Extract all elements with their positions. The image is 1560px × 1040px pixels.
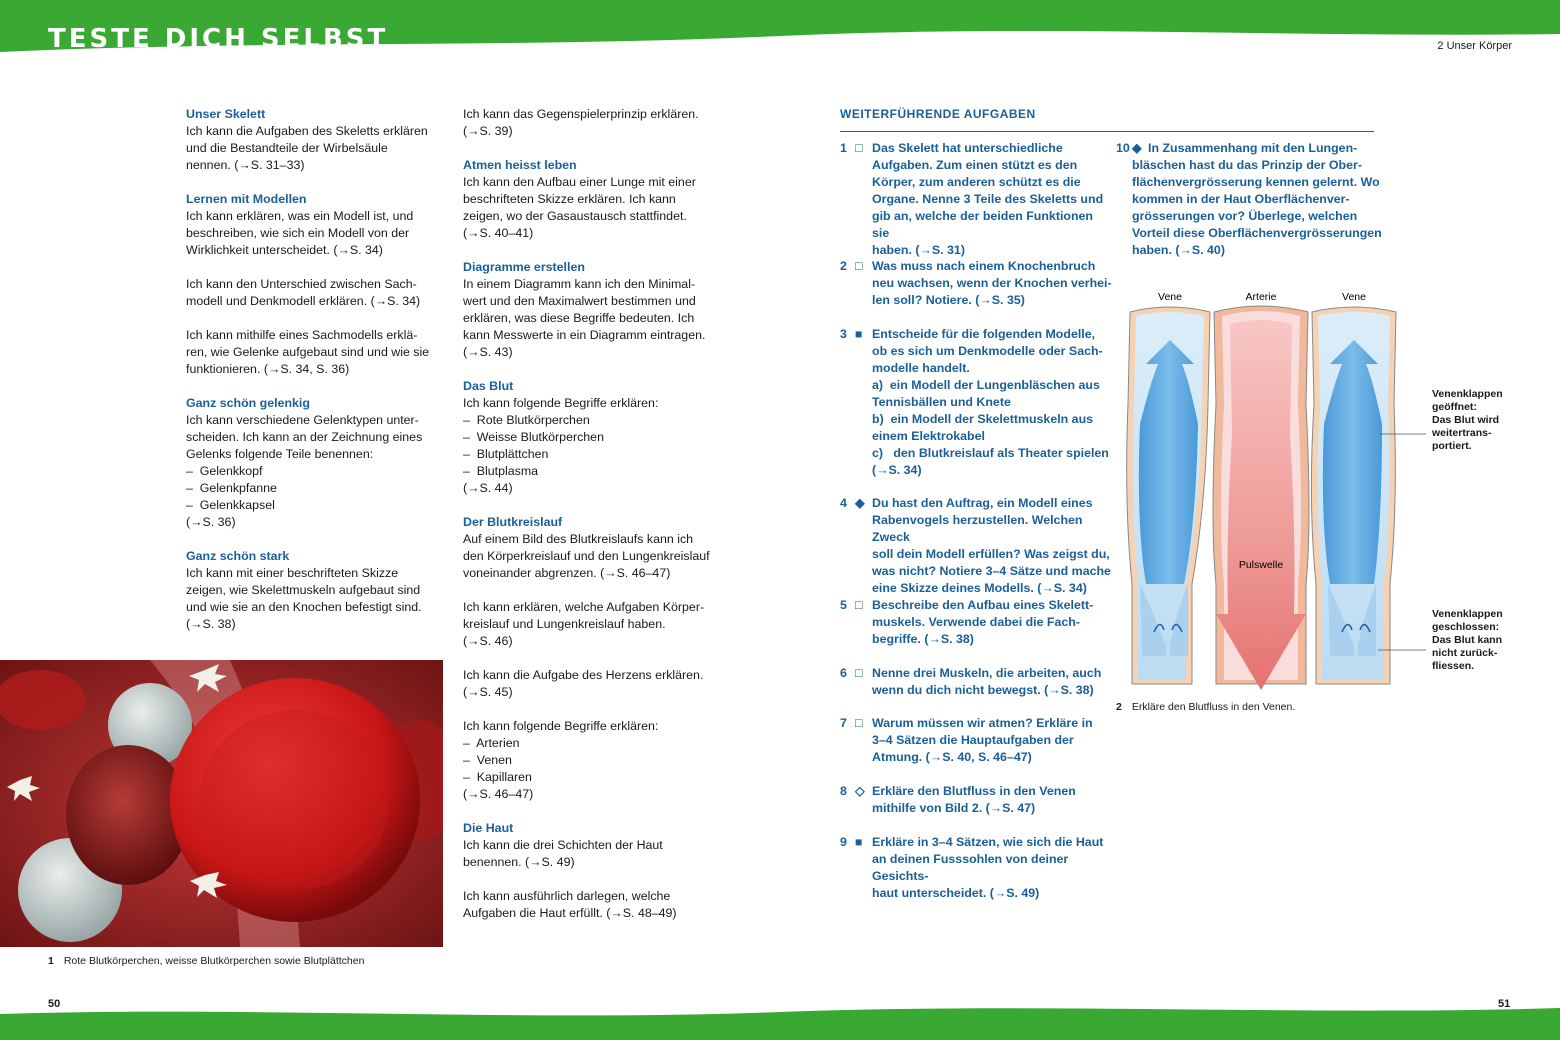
task-line: grösserungen vor? Überlege, welchen xyxy=(1132,209,1358,223)
task-line: Nenne drei Muskeln, die arbeiten, auch xyxy=(872,666,1102,680)
section-line: Ich kann den Aufbau einer Lunge mit einer xyxy=(463,175,696,189)
caption-text: Erkläre den Blutfluss in den Venen. xyxy=(1131,701,1296,713)
task-line: an deinen Fusssohlen von deiner Gesichts- xyxy=(872,852,1072,883)
section-line: Wirklichkeit unterscheidet. (→S. 34) xyxy=(186,243,383,257)
task-line: Was muss nach einem Knochenbruch xyxy=(872,259,1096,273)
task-line: Warum müssen wir atmen? Erkläre in xyxy=(872,716,1093,730)
task-difficulty-icon: □ xyxy=(855,716,863,730)
task-line: len soll? Notiere. (→S. 35) xyxy=(872,293,1025,307)
task-line: gib an, welche der beiden Funktionen sie xyxy=(872,209,1097,240)
section-line: Ich kann mithilfe eines Sachmodells erklä- xyxy=(186,328,418,342)
section-line: In einem Diagramm kann ich den Minimal- xyxy=(463,277,696,291)
section-line: Ich kann das Gegenspielerprinzip erklären. xyxy=(463,107,699,121)
section-line: wert und den Maximalwert bestimmen und xyxy=(463,294,696,308)
task-number: 4 xyxy=(840,496,847,510)
label-vein-left: Vene xyxy=(1158,291,1182,303)
section-line: modell und Denkmodell erklären. (→S. 34) xyxy=(186,294,421,308)
task-text xyxy=(1132,140,1382,259)
spacer xyxy=(463,871,725,888)
section-line: nennen. (→S. 31–33) xyxy=(186,158,305,172)
task-difficulty-icon: ■ xyxy=(855,835,863,849)
task-number: 1 xyxy=(840,141,847,155)
label-line: nicht zurück- xyxy=(1432,647,1498,659)
figure-number: 2 xyxy=(1116,701,1122,713)
section-line: (→S. 44) xyxy=(463,481,513,495)
section-title: Diagramme erstellen xyxy=(463,260,585,274)
page-title: TESTE DICH SELBST xyxy=(48,24,389,54)
section-line: (→S. 43) xyxy=(463,345,513,359)
task-number: 5 xyxy=(840,598,847,612)
label-line: Das Blut kann xyxy=(1432,634,1503,646)
section-line: – Gelenkpfanne xyxy=(186,481,277,495)
section-line: Ich kann folgende Begriffe erklären: xyxy=(463,719,659,733)
blood-cells-illustration xyxy=(0,660,443,947)
section-lernen-mit-modellen xyxy=(186,191,444,378)
task-text xyxy=(872,597,1112,648)
section-line: – Blutplasma xyxy=(463,464,539,478)
section-line: (→S. 46–47) xyxy=(463,787,534,801)
footer-band xyxy=(0,1000,1560,1040)
task-difficulty-icon: □ xyxy=(855,666,863,680)
section-line: – Kapillaren xyxy=(463,770,532,784)
label-line: geschlossen: xyxy=(1432,621,1500,633)
section-line: und die Bestandteile der Wirbelsäule xyxy=(186,141,388,155)
task-text xyxy=(872,495,1112,597)
task-line: mithilfe von Bild 2. (→S. 47) xyxy=(872,801,1036,815)
task-line: soll dein Modell erfüllen? Was zeigst du, xyxy=(872,547,1110,561)
spacer xyxy=(463,582,725,599)
section-unser-skelett xyxy=(186,106,444,174)
section-title: Ganz schön gelenkig xyxy=(186,396,310,410)
section-line: beschrifteten Skizze erklären. Ich kann xyxy=(463,192,676,206)
task-line: bläschen hast du das Prinzip der Ober- xyxy=(1132,158,1362,172)
task-number: 9 xyxy=(840,835,847,849)
section-title: Der Blutkreislauf xyxy=(463,515,563,529)
task-line: Erkläre den Blutfluss in den Venen xyxy=(872,784,1076,798)
section-title: Unser Skelett xyxy=(186,107,266,121)
section-line: (→S. 46) xyxy=(463,634,513,648)
task-line: Tennisbällen und Knete xyxy=(872,395,1011,409)
task-line: 3–4 Sätzen die Hauptaufgaben der xyxy=(872,733,1074,747)
section-line: zeigen, wo der Gasaustausch stattfindet. xyxy=(463,209,687,223)
figure-1-caption xyxy=(48,955,364,967)
label-pulse-wave: Pulswelle xyxy=(1238,559,1284,571)
section-line: – Venen xyxy=(463,753,512,767)
task-line: was nicht? Notiere 3–4 Sätze und mache xyxy=(872,564,1111,578)
spacer xyxy=(463,650,725,667)
task-line: eine Skizze deines Modells. (→S. 34) xyxy=(872,581,1087,595)
section-line: – Gelenkkopf xyxy=(186,464,263,478)
label-valves-closed xyxy=(1432,608,1503,673)
task-line: flächenvergrösserung kennen gelernt. Wo xyxy=(1132,175,1380,189)
chapter-reference: 2 Unser Körper xyxy=(1437,40,1512,52)
task-line: c) den Blutkreislauf als Theater spielen xyxy=(872,446,1109,460)
section-die-haut xyxy=(463,820,725,922)
section-line: Ich kann die Aufgaben des Skeletts erklären xyxy=(186,124,428,138)
task-line: haut unterscheidet. (→S. 49) xyxy=(872,886,1040,900)
task-line: haben. (→S. 31) xyxy=(872,243,965,257)
section-line: kann Messwerte in ein Diagramm eintragen. xyxy=(463,328,706,342)
section-title: Lernen mit Modellen xyxy=(186,192,307,206)
task-line: haben. (→S. 40) xyxy=(1132,243,1225,257)
task-text xyxy=(872,665,1112,699)
task-line: Erkläre in 3–4 Sätzen, wie sich die Haut xyxy=(872,835,1104,849)
figure-2-caption xyxy=(1116,701,1295,713)
task-text xyxy=(872,715,1112,766)
section-gegenspieler xyxy=(463,106,725,140)
section-ganz-schoen-stark xyxy=(186,548,444,633)
checklist-column-middle xyxy=(463,106,725,939)
section-line: – Blutplättchen xyxy=(463,447,549,461)
section-line: (→S. 38) xyxy=(186,617,236,631)
page-number-right: 51 xyxy=(1498,998,1511,1010)
spacer xyxy=(186,310,444,327)
section-line: Auf einem Bild des Blutkreislaufs kann ich xyxy=(463,532,694,546)
section-line: Ich kann mit einer beschrifteten Skizze xyxy=(186,566,399,580)
section-line: Aufgaben die Haut erfüllt. (→S. 48–49) xyxy=(463,906,677,920)
task-line: Aufgaben. Zum einen stützt es den xyxy=(872,158,1078,172)
task-line: In Zusammenhang mit den Lungen- xyxy=(1148,141,1358,155)
section-line: Ich kann den Unterschied zwischen Sach- xyxy=(186,277,417,291)
page-number-left: 50 xyxy=(48,998,61,1010)
task-difficulty-icon: ◆ xyxy=(855,496,865,510)
section-line: funktionieren. (→S. 34, S. 36) xyxy=(186,362,350,376)
checklist-column-left xyxy=(186,106,444,650)
section-atmen xyxy=(463,157,725,242)
caption-text: Rote Blutkörperchen, weisse Blutkörperchen sowie Blutplättchen xyxy=(63,955,365,967)
section-line: Ich kann folgende Begriffe erklären: xyxy=(463,396,659,410)
section-line: (→S. 45) xyxy=(463,685,513,699)
section-line: voneinander abgrenzen. (→S. 46–47) xyxy=(463,566,671,580)
label-line: geöffnet: xyxy=(1432,401,1477,413)
section-line: Gelenks folgende Teile benennen: xyxy=(186,447,374,461)
task-difficulty-icon: ■ xyxy=(855,327,863,341)
task-line: Atmung. (→S. 40, S. 46–47) xyxy=(872,750,1032,764)
task-number: 3 xyxy=(840,327,847,341)
task-difficulty-icon: ◆ xyxy=(1132,141,1142,155)
task-number: 10 xyxy=(1116,141,1130,155)
task-line: Entscheide für die folgenden Modelle, xyxy=(872,327,1096,341)
label-vein-right: Vene xyxy=(1342,291,1366,303)
section-line: – Rote Blutkörperchen xyxy=(463,413,590,427)
task-difficulty-icon: □ xyxy=(855,598,863,612)
task-line: ob es sich um Denkmodelle oder Sach- xyxy=(872,344,1103,358)
section-title: Ganz schön stark xyxy=(186,549,290,563)
section-line: Ich kann die drei Schichten der Haut xyxy=(463,838,663,852)
label-line: portiert. xyxy=(1432,440,1472,452)
label-line: Venenklappen xyxy=(1432,388,1503,400)
task-difficulty-icon: ◇ xyxy=(855,784,865,798)
section-line: zeigen, wie Skelettmuskeln aufgebaut sind xyxy=(186,583,421,597)
task-line: Beschreibe den Aufbau eines Skelett- xyxy=(872,598,1094,612)
section-line: Ich kann verschiedene Gelenktypen unter- xyxy=(186,413,419,427)
task-line: einem Elektrokabel xyxy=(872,429,985,443)
label-line: Das Blut wird xyxy=(1432,414,1500,426)
section-line: den Körperkreislauf und den Lungenkreislauf xyxy=(463,549,710,563)
section-title: Atmen heisst leben xyxy=(463,158,577,172)
label-valves-open xyxy=(1432,388,1503,453)
task-number: 6 xyxy=(840,666,847,680)
section-line: benennen. (→S. 49) xyxy=(463,855,575,869)
task-line: Du hast den Auftrag, ein Modell eines xyxy=(872,496,1093,510)
section-das-blut xyxy=(463,378,725,497)
task-line: Organe. Nenne 3 Teile des Skeletts und xyxy=(872,192,1104,206)
task-line: (→S. 34) xyxy=(872,463,922,477)
section-line: kreislauf und Lungenkreislauf haben. xyxy=(463,617,666,631)
task-line: muskels. Verwende dabei die Fach- xyxy=(872,615,1080,629)
section-line: Ich kann erklären, welche Aufgaben Körper- xyxy=(463,600,705,614)
figure-number: 1 xyxy=(48,955,54,967)
section-line: scheiden. Ich kann an der Zeichnung eines xyxy=(186,430,423,444)
section-line: beschreiben, wie sich ein Modell von der xyxy=(186,226,410,240)
spacer xyxy=(463,701,725,718)
task-line: modelle handelt. xyxy=(872,361,970,375)
task-text xyxy=(872,140,1112,259)
task-line: neu wachsen, wenn der Knochen verhei- xyxy=(872,276,1112,290)
section-blutkreislauf xyxy=(463,514,725,803)
section-line: (→S. 36) xyxy=(186,515,236,529)
section-line: (→S. 39) xyxy=(463,124,513,138)
task-text xyxy=(872,326,1112,479)
label-line: Venenklappen xyxy=(1432,608,1503,620)
task-line: Körper, zum anderen schützt es die xyxy=(872,175,1081,189)
section-line: und wie sie an den Knochen befestigt sind. xyxy=(186,600,422,614)
task-text xyxy=(872,834,1122,902)
task-text xyxy=(872,783,1112,817)
section-line: (→S. 40–41) xyxy=(463,226,534,240)
label-line: weitertrans- xyxy=(1432,427,1492,439)
task-difficulty-icon: □ xyxy=(855,141,863,155)
task-text xyxy=(872,258,1112,309)
section-line: ren, wie Gelenke aufgebaut sind und wie sie xyxy=(186,345,430,359)
task-line: kommen in der Haut Oberflächenver- xyxy=(1132,192,1350,206)
tasks-heading: WEITERFÜHRENDE AUFGABEN xyxy=(840,107,1374,132)
section-line: Ich kann erklären, was ein Modell ist, und xyxy=(186,209,414,223)
task-line: wenn du dich nicht bewegst. (→S. 38) xyxy=(872,683,1094,697)
section-line: Ich kann ausführlich darlegen, welche xyxy=(463,889,671,903)
task-line: Vorteil diese Oberflächenvergrösserungen xyxy=(1132,226,1382,240)
label-line: fliessen. xyxy=(1432,660,1475,672)
task-number: 2 xyxy=(840,259,847,273)
section-line: – Gelenkkapsel xyxy=(186,498,275,512)
section-line: – Weisse Blutkörperchen xyxy=(463,430,604,444)
section-title: Die Haut xyxy=(463,821,514,835)
section-ganz-schoen-gelenkig xyxy=(186,395,444,531)
section-line: Ich kann die Aufgabe des Herzens erklären. xyxy=(463,668,704,682)
task-line: Das Skelett hat unterschiedliche xyxy=(872,141,1063,155)
task-line: Rabenvogels herzustellen. Welchen Zweck xyxy=(872,513,1086,544)
section-diagramme xyxy=(463,259,725,361)
label-artery: Arterie xyxy=(1245,291,1277,303)
task-number: 7 xyxy=(840,716,847,730)
task-line: a) ein Modell der Lungenbläschen aus xyxy=(872,378,1100,392)
task-line: begriffe. (→S. 38) xyxy=(872,632,974,646)
section-line: erklären, was diese Begriffe bedeuten. Ich xyxy=(463,311,695,325)
section-line: – Arterien xyxy=(463,736,520,750)
task-number: 8 xyxy=(840,784,847,798)
task-difficulty-icon: □ xyxy=(855,259,863,273)
spacer xyxy=(186,259,444,276)
task-line: b) ein Modell der Skelettmuskeln aus xyxy=(872,412,1094,426)
section-title: Das Blut xyxy=(463,379,514,393)
